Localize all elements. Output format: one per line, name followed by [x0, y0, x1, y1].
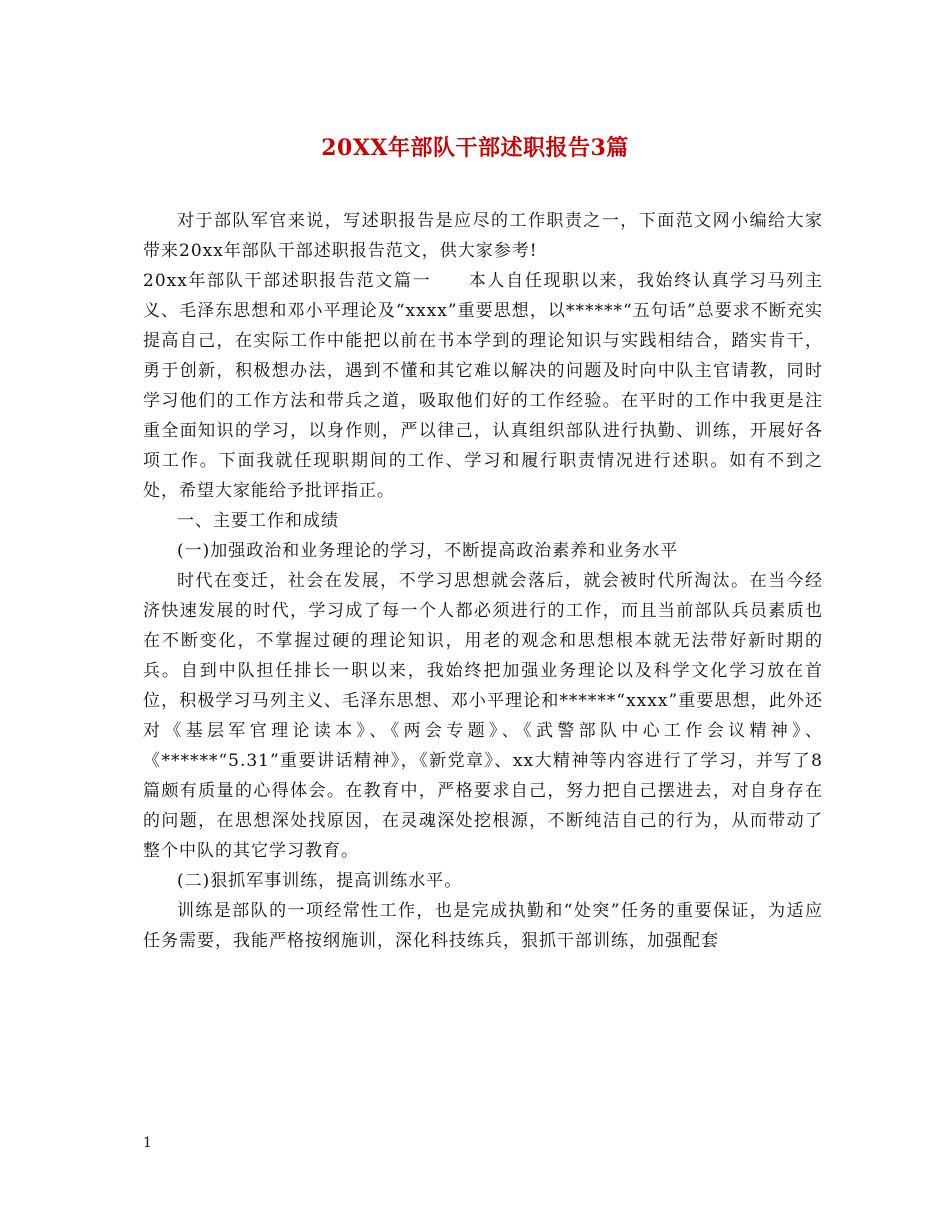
- page-number: 1: [143, 1135, 152, 1151]
- paragraph-intro: 对于部队军官来说，写述职报告是应尽的工作职责之一，下面范文网小编给大家带来20xx年部队干部述职报告范文，供大家参考!: [143, 211, 823, 261]
- subsection-heading: (一)加强政治和业务理论的学习，不断提高政治素养和业务水平: [177, 541, 679, 561]
- paragraph-training: 训练是部队的一项经常性工作，也是完成执勤和“处突”任务的重要保证，为适应任务需要，我能严格按纲施训，深化科技练兵，狠抓干部训练，加强配套: [143, 901, 823, 951]
- document-body: [143, 206, 823, 956]
- section-heading: 一、主要工作和成绩: [177, 511, 339, 531]
- paragraph-study: 时代在变迁，社会在发展，不学习思想就会落后，就会被时代所淘汰。在当今经济快速发展的时代，学习成了每一个人都必须进行的工作，而且当前部队兵员素质也在不断变化，不掌握过硬的理论知识，用老的观念和思想根本就无法带好新时期的兵。自到中队担任排长一职以来，我始终把加强业务理论以及科学文化学习放在首位，积极学习马列主义、毛泽东思想、邓小平理论和******“xxxx”重要思想，此外还对《基层军官理论读本》、《两会专题》、《武警部队中心工作会议精神》、《******“5.31”重要讲话精神》，《新党章》、xx大精神等内容进行了学习，并写了8篇颇有质量的心得体会。在教育中，严格要求自己，努力把自己摆进去，对自身存在的问题，在思想深处找原因，在灵魂深处挖根源，不断纯洁自己的行为，从而带动了整个中队的其它学习教育。: [143, 571, 823, 861]
- paragraph-report-opening: 20xx年部队干部述职报告范文篇一 本人自任现职以来，我始终认真学习马列主义、毛泽东思想和邓小平理论及“xxxx”重要思想，以******“五句话”总要求不断充实提高自己，在实际工作中能把以前在书本学到的理论知识与实践相结合，踏实肯干，勇于创新，积极想办法，遇到不懂和其它难以解决的问题及时向中队主官请教，同时学习他们的工作方法和带兵之道，吸取他们好的工作经验。在平时的工作中我更是注重全面知识的学习，以身作则，严以律己，认真组织部队进行执勤、训练，开展好各项工作。下面我就任现职期间的工作、学习和履行职责情况进行述职。如有不到之处，希望大家能给予批评指正。: [143, 271, 823, 501]
- document-title: 20XX年部队干部述职报告3篇: [321, 135, 629, 161]
- subsection-heading: (二)狠抓军事训练，提高训练水平。: [177, 871, 463, 891]
